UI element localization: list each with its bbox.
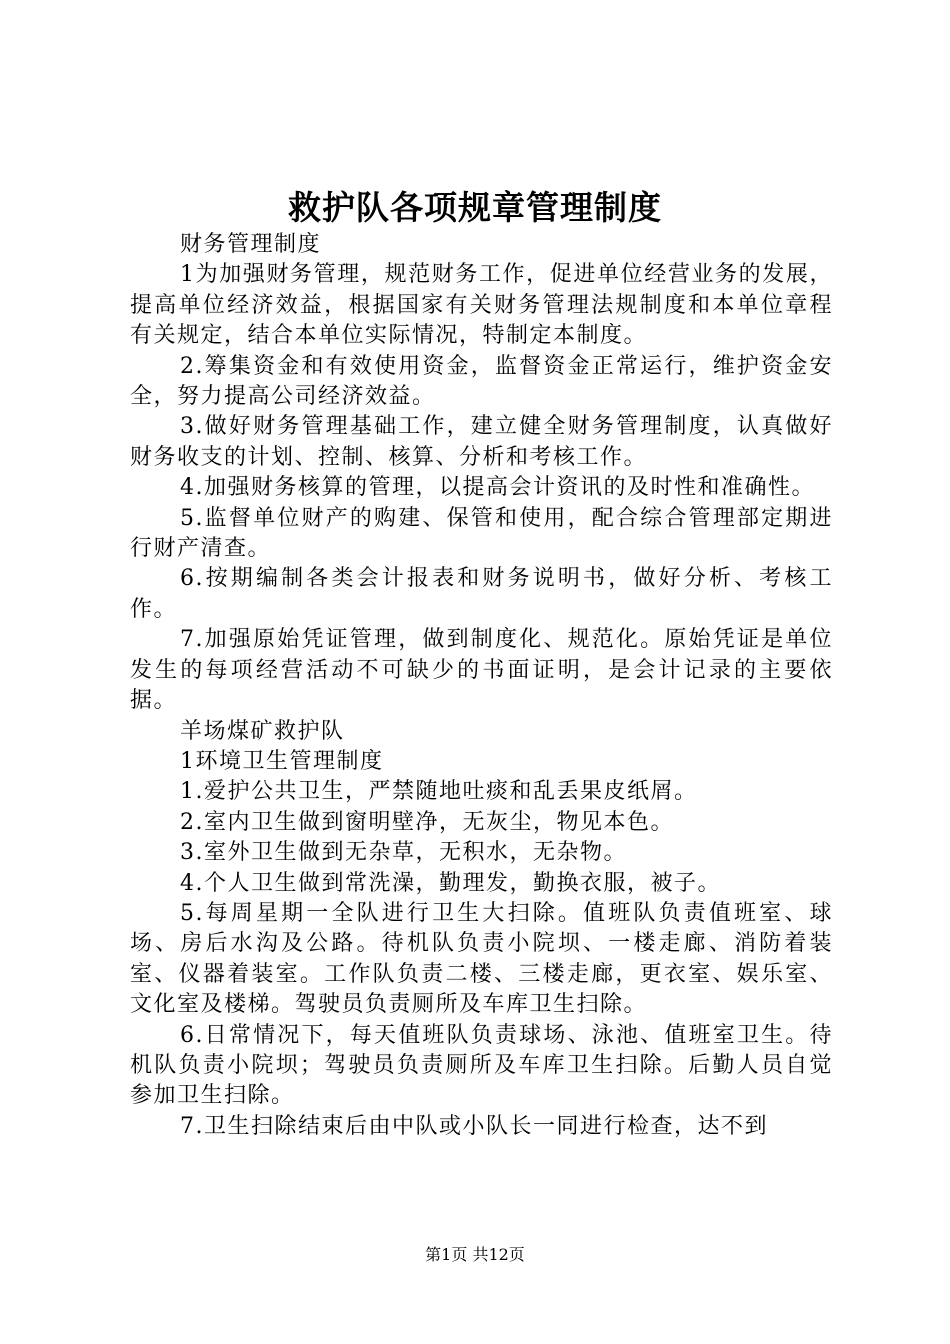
document-title: 救护队各项规章管理制度 — [288, 188, 662, 227]
finance-clause-7: 7.加强原始凭证管理，做到制度化、规范化。原始凭证是单位发生的每项经营活动不可缺少的书面证明，是会计记录的主要依据。 — [130, 627, 833, 714]
page-number-footer: 第1页 共12页 — [425, 1245, 525, 1264]
hygiene-clause-1: 1.爱护公共卫生，严禁随地吐痰和乱丢果皮纸屑。 — [180, 779, 698, 805]
hygiene-clause-6: 6.日常情况下，每天值班队负责球场、泳池、值班室卫生。待机队负责小院坝；驾驶员负责厕所及车库卫生扫除。后勤人员自觉参加卫生扫除。 — [130, 1022, 833, 1109]
hygiene-clause-4: 4.个人卫生做到常洗澡，勤理发，勤换衣服，被子。 — [180, 870, 721, 896]
finance-clause-1: 1为加强财务管理，规范财务工作，促进单位经营业务的发展，提高单位经济效益，根据国家有关财务管理法规制度和本单位章程有关规定，结合本单位实际情况，特制定本制度。 — [130, 262, 833, 349]
section-heading-hygiene: 1环境卫生管理制度 — [180, 748, 384, 774]
hygiene-clause-2: 2.室内卫生做到窗明壁净，无灰尘，物见本色。 — [180, 809, 674, 835]
organization-name: 羊场煤矿救护队 — [180, 718, 345, 744]
hygiene-clause-3: 3.室外卫生做到无杂草，无积水，无杂物。 — [180, 840, 627, 866]
finance-clause-6: 6.按期编制各类会计报表和财务说明书，做好分析、考核工作。 — [130, 566, 833, 622]
finance-clause-3: 3.做好财务管理基础工作，建立健全财务管理制度，认真做好财务收支的计划、控制、核算、分析和考核工作。 — [130, 414, 833, 470]
section-heading-finance: 财务管理制度 — [180, 232, 322, 257]
hygiene-clause-7: 7.卫生扫除结束后由中队或小队长一同进行检查，达不到 — [180, 1113, 768, 1139]
finance-clause-5: 5.监督单位财产的购建、保管和使用，配合综合管理部定期进行财产清查。 — [130, 505, 833, 562]
finance-clause-4: 4.加强财务核算的管理，以提高会计资讯的及时性和准确性。 — [180, 475, 815, 501]
hygiene-clause-5: 5.每周星期一全队进行卫生大扫除。值班队负责值班室、球场、房后水沟及公路。待机队负责小院坝、一楼走廊、消防着装室、仪器着装室。工作队负责二楼、三楼走廊，更衣室、娱乐室、文化室及楼梯。驾驶员负责厕所及车库卫生扫除。 — [130, 900, 833, 1018]
document-body — [130, 230, 833, 1142]
finance-clause-2: 2.筹集资金和有效使用资金，监督资金正常运行，维护资金安全，努力提高公司经济效益。 — [130, 353, 833, 410]
